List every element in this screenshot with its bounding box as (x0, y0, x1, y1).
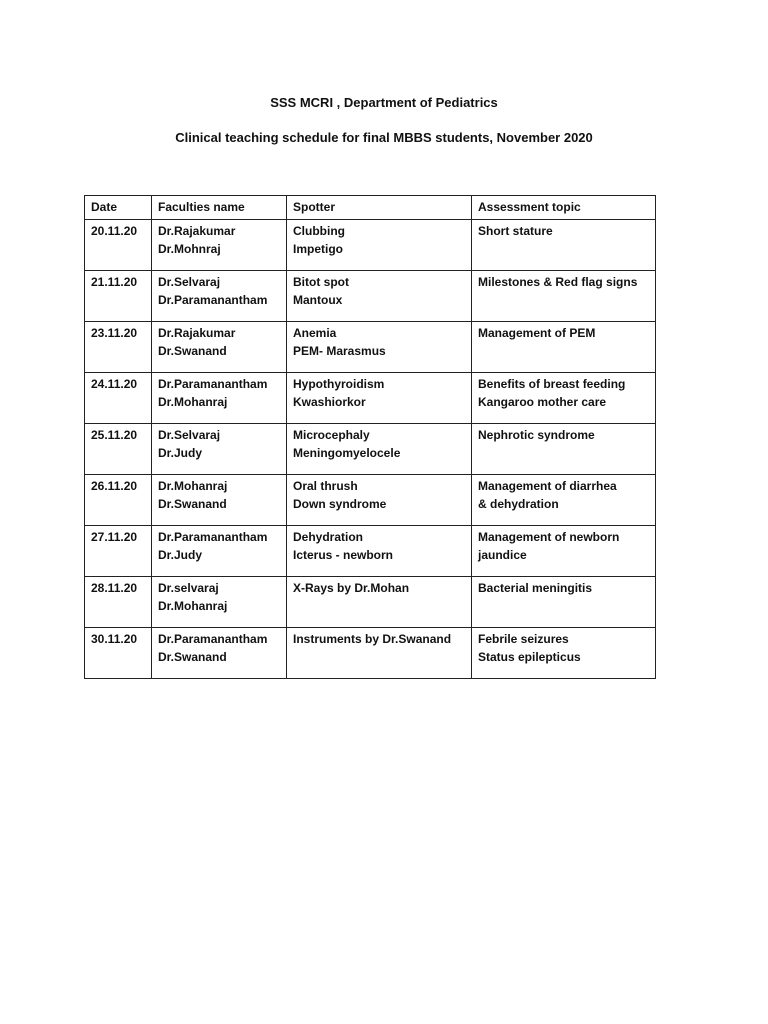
cell-faculties (152, 577, 287, 628)
header-faculties-name: Faculties name (152, 196, 287, 220)
cell-faculties-line: Dr.Paramanantham (158, 377, 268, 391)
cell-date: 23.11.20 (85, 322, 152, 373)
table-row (85, 322, 656, 373)
schedule-title: Clinical teaching schedule for final MBBS students, November 2020 (175, 130, 593, 145)
cell-faculties-line: Dr.Selvaraj (158, 428, 221, 442)
cell-faculties-line: Dr.Swanand (158, 650, 227, 664)
table-row (85, 475, 656, 526)
header-spotter: Spotter (287, 196, 472, 220)
cell-spotter-line: Anemia (293, 326, 337, 340)
cell-spotter (287, 220, 472, 271)
cell-assessment-topic (472, 526, 656, 577)
cell-assessment-topic-line: Febrile seizures (478, 632, 569, 646)
cell-spotter-line: Icterus - newborn (293, 548, 394, 562)
cell-faculties-line: Dr.Selvaraj (158, 275, 221, 289)
cell-spotter-line: Clubbing (293, 224, 345, 238)
cell-assessment-topic-line: Bacterial meningitis (478, 581, 593, 595)
cell-spotter (287, 322, 472, 373)
cell-assessment-topic (472, 628, 656, 679)
cell-faculties-line: Dr.Paramanantham (158, 530, 268, 544)
cell-assessment-topic-line: Management of PEM (478, 326, 596, 340)
cell-faculties (152, 373, 287, 424)
cell-faculties-line: Dr.Swanand (158, 344, 227, 358)
cell-spotter-line: Oral thrush (293, 479, 358, 493)
cell-date: 21.11.20 (85, 271, 152, 322)
cell-date: 28.11.20 (85, 577, 152, 628)
cell-assessment-topic-line: Benefits of breast feeding (478, 377, 626, 391)
cell-faculties-line: Dr.Swanand (158, 497, 227, 511)
cell-faculties (152, 322, 287, 373)
cell-faculties (152, 526, 287, 577)
cell-assessment-topic-line: jaundice (478, 548, 527, 562)
table-row (85, 220, 656, 271)
cell-spotter-line: Down syndrome (293, 497, 387, 511)
cell-date: 24.11.20 (85, 373, 152, 424)
cell-spotter-line: Mantoux (293, 293, 343, 307)
cell-assessment-topic (472, 220, 656, 271)
cell-faculties-line: Dr.Mohanraj (158, 599, 228, 613)
cell-spotter-line: Impetigo (293, 242, 343, 256)
cell-date: 26.11.20 (85, 475, 152, 526)
table-row (85, 373, 656, 424)
cell-assessment-topic-line: Nephrotic syndrome (478, 428, 595, 442)
cell-spotter-line: Kwashiorkor (293, 395, 366, 409)
cell-faculties-line: Dr.Rajakumar (158, 224, 236, 238)
header-date: Date (85, 196, 152, 220)
cell-faculties (152, 220, 287, 271)
cell-faculties-line: Dr.Mohnraj (158, 242, 221, 256)
cell-assessment-topic-line: Management of diarrhea (478, 479, 617, 493)
cell-assessment-topic-line: Short stature (478, 224, 553, 238)
cell-date: 27.11.20 (85, 526, 152, 577)
cell-faculties (152, 628, 287, 679)
table-row (85, 577, 656, 628)
cell-assessment-topic (472, 475, 656, 526)
cell-assessment-topic-line: & dehydration (478, 497, 559, 511)
cell-spotter (287, 475, 472, 526)
cell-spotter-line: Meningomyelocele (293, 446, 401, 460)
cell-faculties (152, 271, 287, 322)
table-row (85, 628, 656, 679)
cell-assessment-topic-line: Status epilepticus (478, 650, 581, 664)
cell-spotter-line: X-Rays by Dr.Mohan (293, 581, 410, 595)
cell-faculties-line: Dr.Paramanantham (158, 293, 268, 307)
cell-assessment-topic (472, 322, 656, 373)
cell-assessment-topic (472, 271, 656, 322)
cell-spotter (287, 373, 472, 424)
cell-date: 20.11.20 (85, 220, 152, 271)
table-header-row (85, 196, 656, 220)
table-row (85, 424, 656, 475)
cell-faculties-line: Dr.Mohanraj (158, 479, 228, 493)
cell-spotter (287, 526, 472, 577)
cell-spotter (287, 577, 472, 628)
cell-spotter (287, 628, 472, 679)
cell-assessment-topic (472, 424, 656, 475)
table-row (85, 526, 656, 577)
table-row (85, 271, 656, 322)
cell-assessment-topic-line: Milestones & Red flag signs (478, 275, 638, 289)
cell-assessment-topic-line: Kangaroo mother care (478, 395, 607, 409)
cell-spotter-line: Dehydration (293, 530, 364, 544)
cell-assessment-topic (472, 373, 656, 424)
cell-spotter-line: Hypothyroidism (293, 377, 385, 391)
table-body (85, 220, 656, 679)
cell-faculties-line: Dr.Mohanraj (158, 395, 228, 409)
cell-spotter-line: Instruments by Dr.Swanand (293, 632, 452, 646)
cell-faculties-line: Dr.Paramanantham (158, 632, 268, 646)
header-assessment-topic: Assessment topic (472, 196, 656, 220)
cell-date: 30.11.20 (85, 628, 152, 679)
cell-faculties (152, 424, 287, 475)
cell-assessment-topic (472, 577, 656, 628)
cell-spotter-line: Bitot spot (293, 275, 349, 289)
cell-faculties-line: Dr.Judy (158, 548, 203, 562)
cell-faculties-line: Dr.Judy (158, 446, 203, 460)
cell-spotter-line: PEM- Marasmus (293, 344, 386, 358)
cell-faculties-line: Dr.selvaraj (158, 581, 219, 595)
cell-faculties-line: Dr.Rajakumar (158, 326, 236, 340)
cell-spotter (287, 424, 472, 475)
cell-assessment-topic-line: Management of newborn (478, 530, 620, 544)
cell-spotter-line: Microcephaly (293, 428, 370, 442)
cell-spotter (287, 271, 472, 322)
cell-date: 25.11.20 (85, 424, 152, 475)
schedule-table (84, 195, 656, 679)
cell-faculties (152, 475, 287, 526)
institution-heading: SSS MCRI , Department of Pediatrics (270, 95, 498, 110)
